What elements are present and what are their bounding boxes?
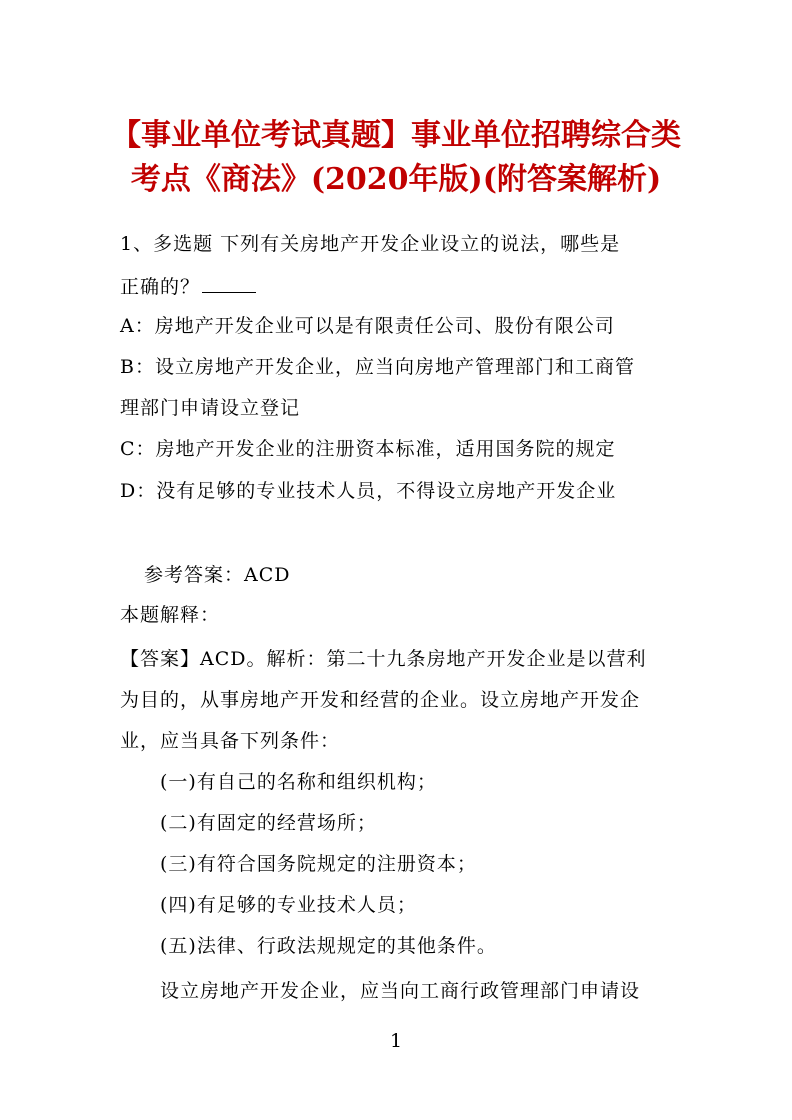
option-b: B：设立房地产开发企业，应当向房地产管理部门和工商管 <box>120 356 635 378</box>
condition-3: (三)有符合国务院规定的注册资本； <box>160 853 477 875</box>
answer-blank <box>202 272 256 293</box>
document-title-line-2: 考点《商法》(2020年版)(附答案解析) <box>130 162 662 197</box>
question-line-1: 1、多选题 下列有关房地产开发企业设立的说法，哪些是 <box>120 233 621 255</box>
condition-2: (二)有固定的经营场所； <box>160 812 377 834</box>
explanation-line-2: 为目的，从事房地产开发和经营的企业。设立房地产开发企 <box>120 689 641 711</box>
condition-4: (四)有足够的专业技术人员； <box>160 894 417 916</box>
reference-answer: 参考答案：ACD <box>144 564 291 586</box>
condition-5: (五)法律、行政法规规定的其他条件。 <box>160 935 497 957</box>
explanation-heading: 本题解释： <box>120 604 221 626</box>
page-number: 1 <box>389 1030 403 1052</box>
explanation-line-last: 设立房地产开发企业，应当向工商行政管理部门申请设 <box>160 980 641 1002</box>
explanation-line-1: 【答案】ACD。解析：第二十九条房地产开发企业是以营利 <box>120 648 647 670</box>
option-b-continued: 理部门申请设立登记 <box>120 397 301 419</box>
option-d: D：没有足够的专业技术人员，不得设立房地产开发企业 <box>120 480 617 502</box>
question-line-2 <box>120 272 256 300</box>
option-c: C：房地产开发企业的注册资本标准，适用国务院的规定 <box>120 438 616 460</box>
condition-1: (一)有自己的名称和组织机构； <box>160 771 437 793</box>
document-title-line-1: 【事业单位考试真题】事业单位招聘综合类 <box>111 118 681 153</box>
question-prompt: 正确的？ <box>120 276 201 298</box>
explanation-line-3: 业，应当具备下列条件： <box>120 730 341 752</box>
option-a: A：房地产开发企业可以是有限责任公司、股份有限公司 <box>120 315 615 337</box>
